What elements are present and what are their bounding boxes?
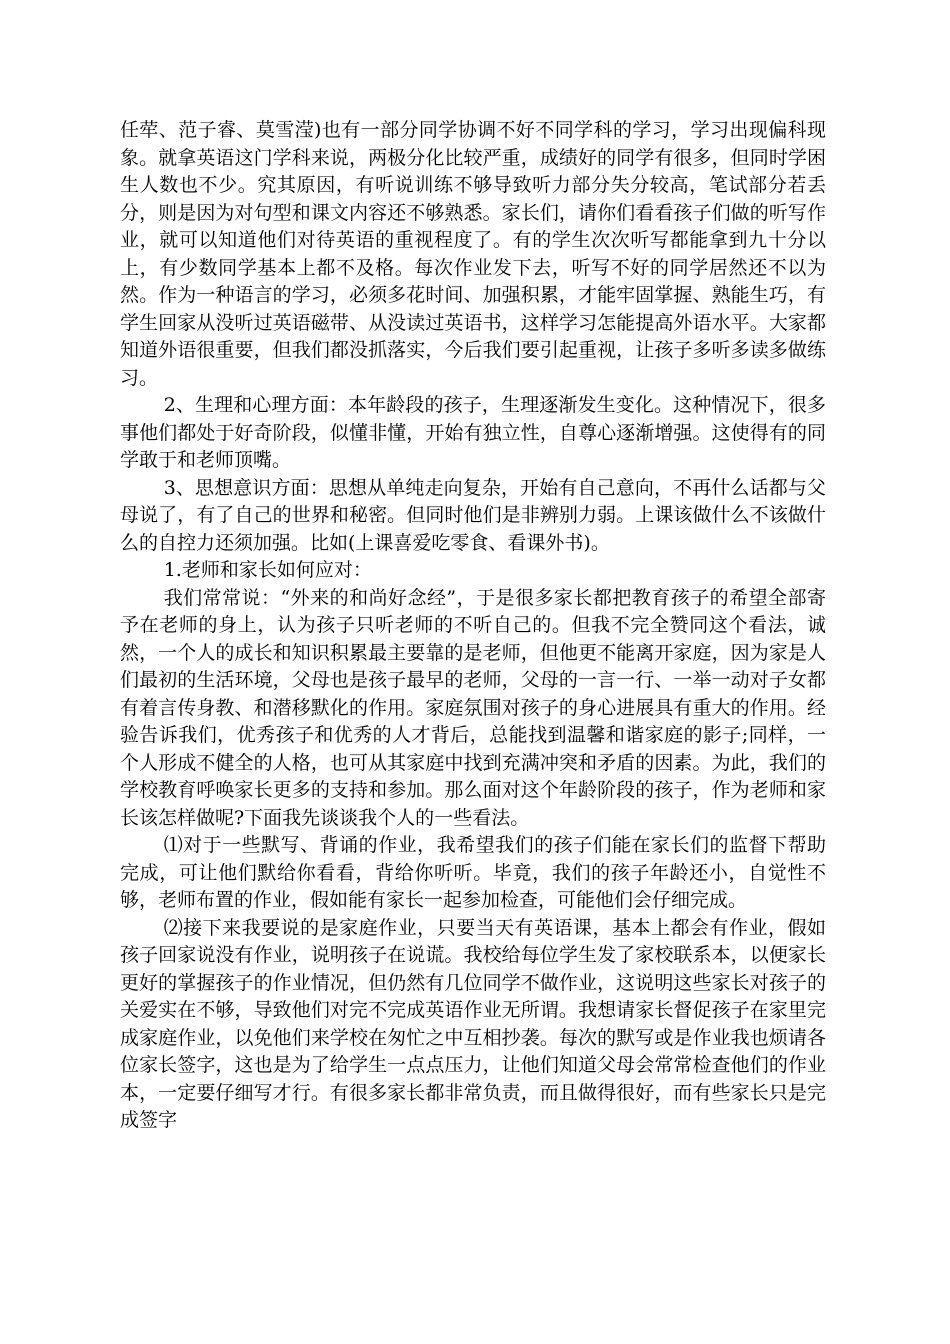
paragraph-physiology: 2、生理和心理方面：本年龄段的孩子，生理逐渐发生变化。这种情况下，很多事他们都处于好奇阶段，似懂非懂，开始有独立性，自尊心逐渐增强。这使得有的同学敢于和老师顶嘴。 [120,394,826,471]
section-heading-response: 1.老师和家长如何应对： [163,559,372,581]
paragraph-ideology: 3、思想意识方面：思想从单纯走向复杂，开始有自己意向，不再什么话都与父母说了，有了自己的世界和秘密。但同时他们是非辨别力弱。上课该做什么不该做什么的自控力还须加强。比如(上课喜爱吃零食、看课外书)。 [120,476,826,554]
paragraph-family-education: 我们常常说：“外来的和尚好念经”，于是很多家长都把教育孩子的希望全部寄予在老师的身上，认为孩子只听老师的不听自己的。但我不完全赞同这个看法，诚然，一个人的成长和知识积累最主要靠的是老师，但他更不能离开家庭，因为家是人们最初的生活环境，父母也是孩子最早的老师，父母的一言一行、一举一动对子女都有着言传身教、和潜移默化的作用。家庭氛围对孩子的身心进展具有重大的作用。经验告诉我们，优秀孩子和优秀的人才背后，总能找到温馨和谐家庭的影子;同样，一个人形成不健全的人格，也可从其家庭中找到充满冲突和矛盾的因素。为此，我们的学校教育呼唤家长更多的支持和参加。那么面对这个年龄阶段的孩子，作为老师和家长该怎样做呢?下面我先谈谈我个人的一些看法。 [120,586,826,829]
document-page [120,117,826,1135]
paragraph-item-1: ⑴对于一些默写、背诵的作业，我希望我们的孩子们能在家长们的监督下帮助完成，可让他们默给你看看，背给你听听。毕竟，我们的孩子年龄还小，自觉性不够，老师布置的作业，假如能有家长一起参加检查，可能他们会仔细完成。 [120,834,826,911]
paragraph-continuation: 任荦、范子睿、莫雪滢)也有一部分同学协调不好不同学科的学习，学习出现偏科现象。就拿英语这门学科来说，两极分化比较严重，成绩好的同学有很多，但同时学困生人数也不少。究其原因，有听说训练不够导致听力部分失分较高，笔试部分若丢分，则是因为对句型和课文内容还不够熟悉。家长们，请你们看看孩子们做的听写作业，就可以知道他们对待英语的重视程度了。有的学生次次听写都能拿到九十分以上，有少数同学基本上都不及格。每次作业发下去，听写不好的同学居然还不以为然。作为一种语言的学习，必须多花时间、加强积累，才能牢固掌握、熟能生巧，有学生回家从没听过英语磁带、从没读过英语书，这样学习怎能提高外语水平。大家都知道外语很重要，但我们都没抓落实，今后我们要引起重视，让孩子多听多读多做练习。 [120,119,826,389]
paragraph-item-2: ⑵接下来我要说的是家庭作业，只要当天有英语课，基本上都会有作业，假如孩子回家说没有作业，说明孩子在说谎。我校给每位学生发了家校联系本，以便家长更好的掌握孩子的作业情况，但仍然有几位同学不做作业，这说明这些家长对孩子的关爱实在不够，导致他们对完不完成英语作业无所谓。我想请家长督促孩子在家里完成家庭作业，以免他们来学校在匆忙之中互相抄袭。每次的默写或是作业我也烦请各位家长签字，这也是为了给学生一点点压力，让他们知道父母会常常检查他们的作业本，一定要仔细写才行。有很多家长都非常负责，而且做得很好，而有些家长只是完成签字 [120,916,826,1131]
